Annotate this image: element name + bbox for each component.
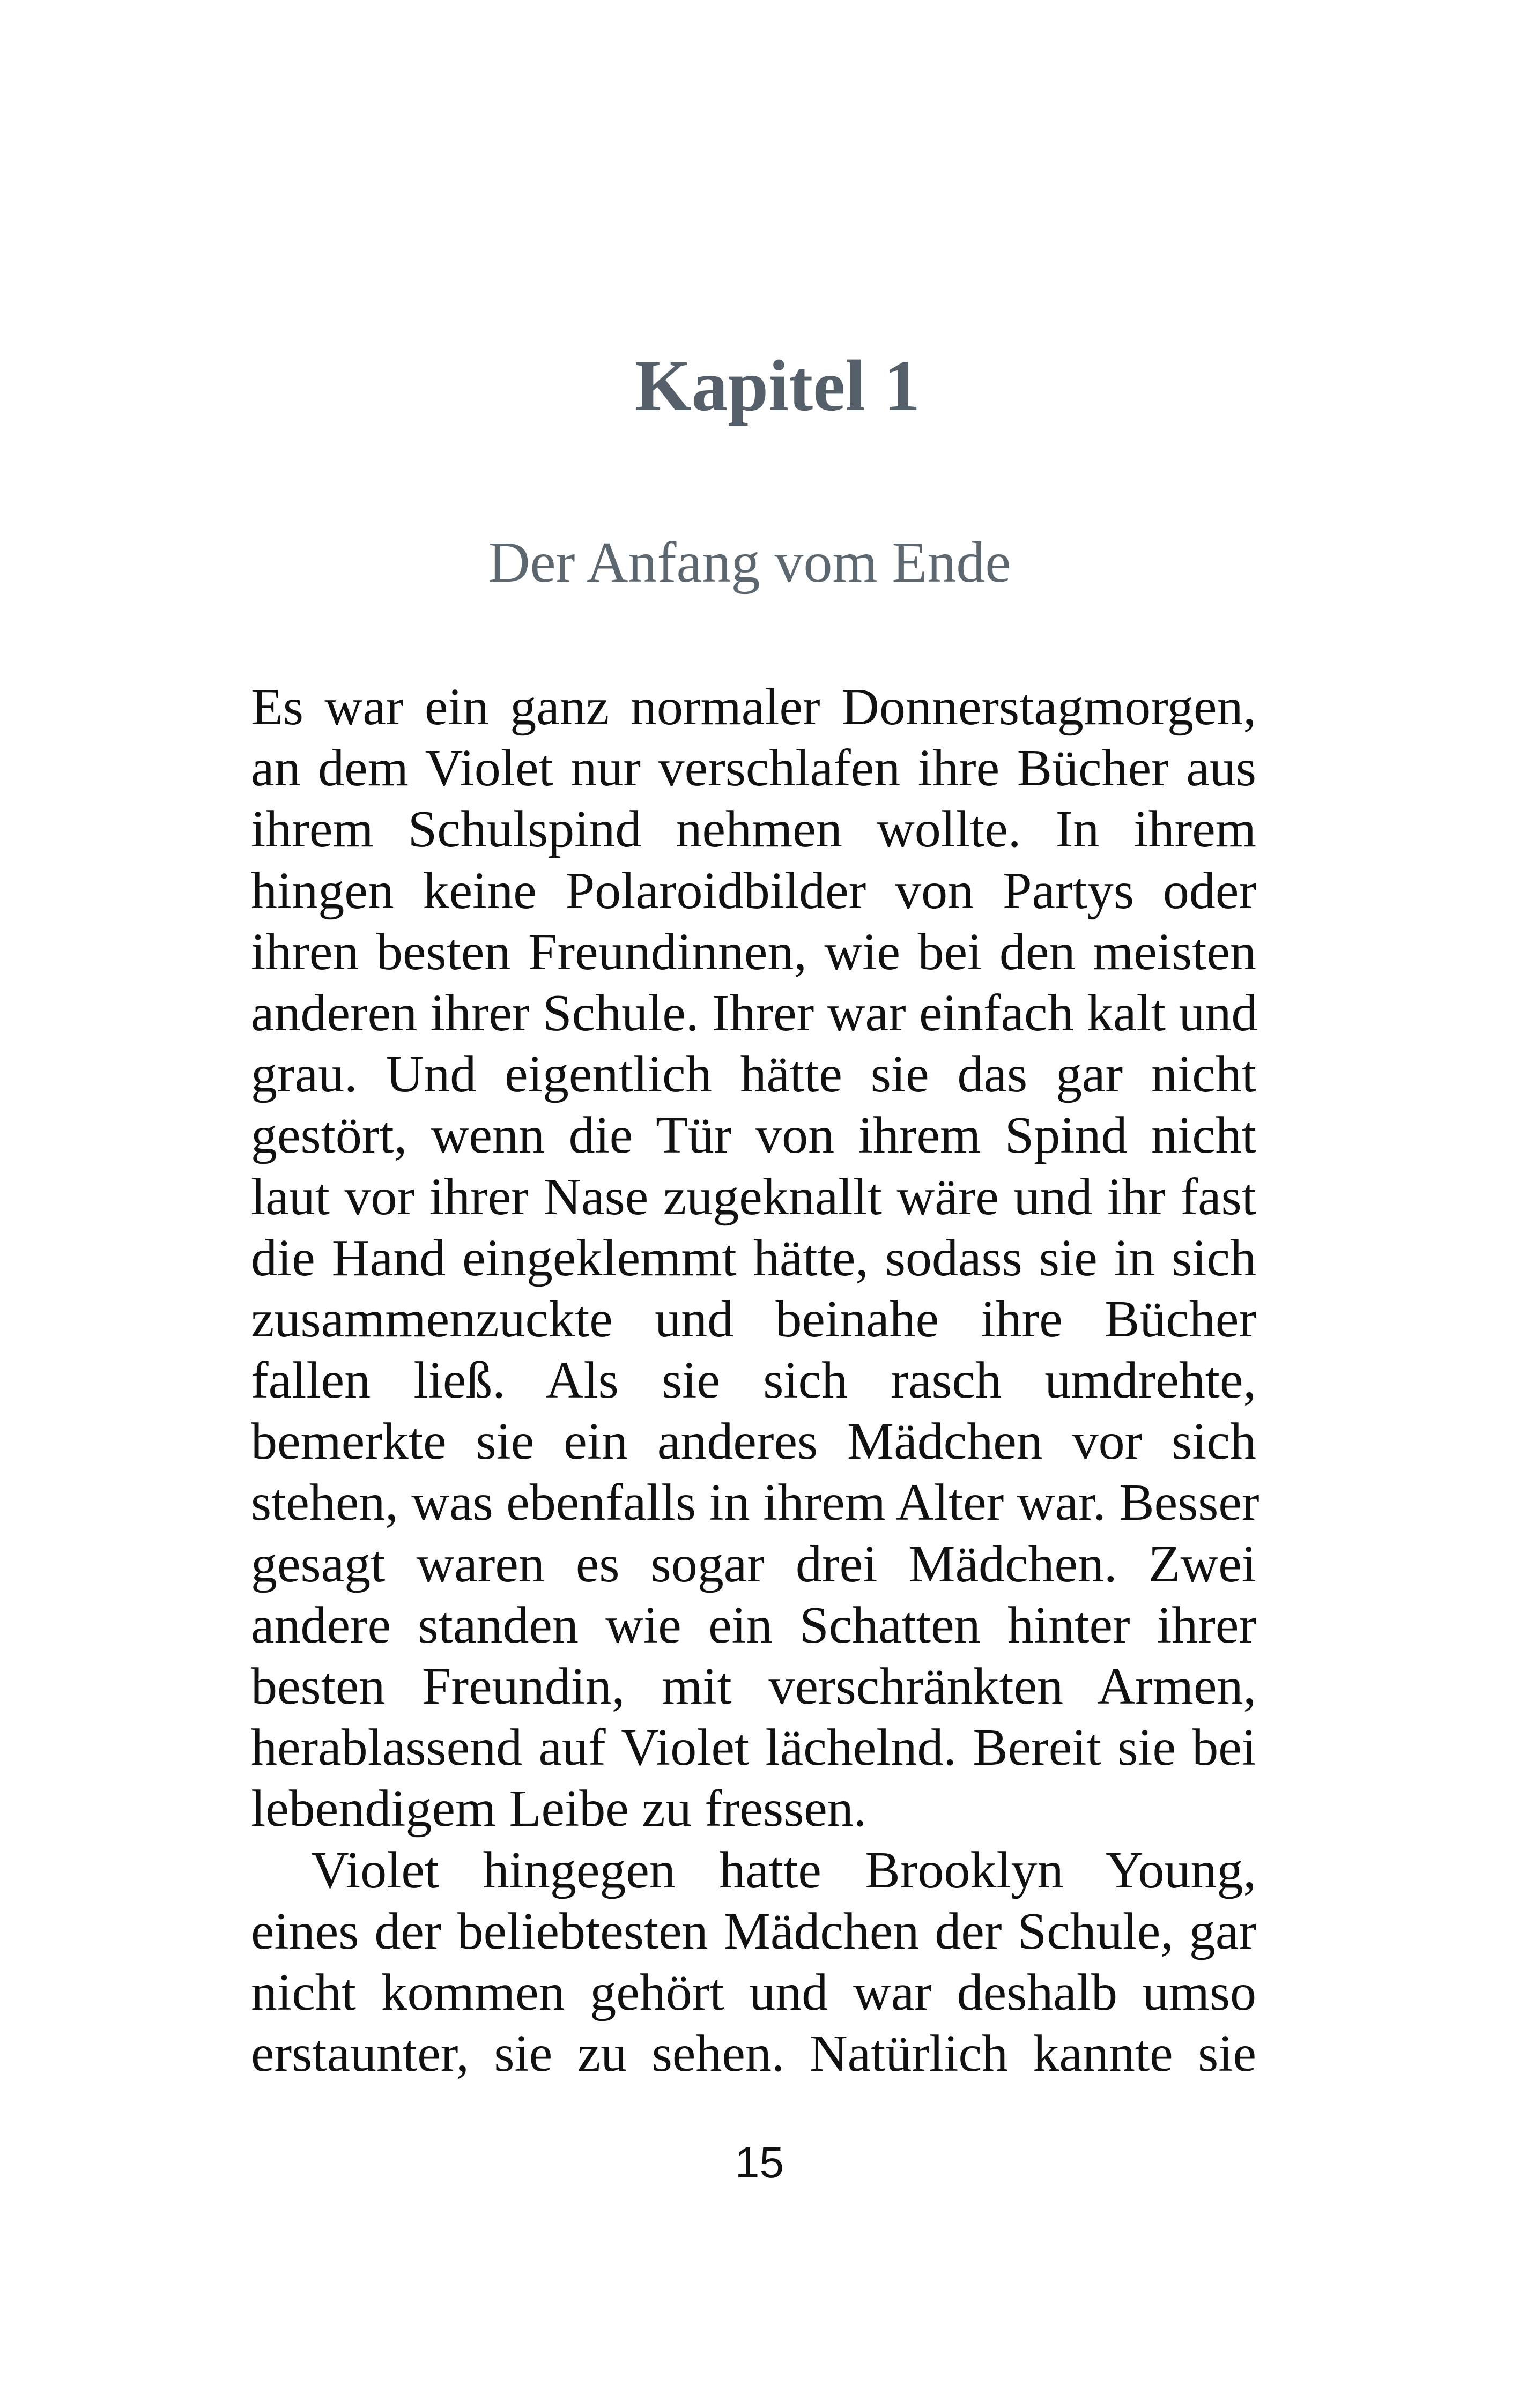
chapter-body bbox=[251, 677, 1259, 2084]
text-line: an dem Violet nur verschlafen ihre Bücher aus bbox=[251, 739, 1256, 798]
text-line: gestört, wenn die Tür von ihrem Spind nicht bbox=[251, 1106, 1256, 1165]
chapter-subtitle: Der Anfang vom Ende bbox=[488, 531, 1011, 594]
text-line: fallen ließ. Als sie sich rasch umdrehte, bbox=[251, 1351, 1256, 1410]
text-line: bemerkte sie ein anderes Mädchen vor sich bbox=[251, 1413, 1256, 1471]
text-line: Violet hingegen hatte Brooklyn Young, bbox=[311, 1841, 1256, 1899]
text-line: hingen keine Polaroidbilder von Partys oder bbox=[251, 861, 1256, 920]
paragraph-2 bbox=[251, 1840, 1256, 2085]
text-line: gesagt waren es sogar drei Mädchen. Zwei bbox=[251, 1535, 1256, 1593]
text-line: herablassend auf Violet lächelnd. Bereit sie bei bbox=[251, 1719, 1256, 1777]
text-line: erstaunter, sie zu sehen. Natürlich kannte sie bbox=[251, 2025, 1256, 2083]
text-line: eines der beliebtesten Mädchen der Schule, gar bbox=[251, 1902, 1256, 1960]
chapter-title: Kapitel 1 bbox=[634, 346, 921, 426]
text-line: ihrem Schulspind nehmen wollte. In ihrem bbox=[251, 800, 1256, 859]
text-line: stehen, was ebenfalls in ihrem Alter war. Besser bbox=[251, 1474, 1259, 1532]
text-line: laut vor ihrer Nase zugeknallt wäre und ihr fast bbox=[251, 1168, 1256, 1226]
text-line: anderen ihrer Schule. Ihrer war einfach kalt und bbox=[251, 984, 1258, 1042]
text-line: ihren besten Freundinnen, wie bei den meisten bbox=[251, 923, 1256, 981]
text-line: besten Freundin, mit verschränkten Armen, bbox=[251, 1658, 1256, 1715]
text-line: zusammenzuckte und beinahe ihre Bücher bbox=[251, 1290, 1256, 1348]
text-line: grau. Und eigentlich hätte sie das gar nicht bbox=[251, 1045, 1256, 1104]
text-line: andere standen wie ein Schatten hinter ihrer bbox=[251, 1596, 1256, 1654]
text-line: Es war ein ganz normaler Donnerstagmorgen, bbox=[251, 678, 1256, 736]
text-line: nicht kommen gehört und war deshalb umso bbox=[251, 1963, 1256, 2021]
paragraph-1 bbox=[251, 677, 1259, 1840]
text-line: die Hand eingeklemmt hätte, sodass sie in sich bbox=[251, 1229, 1256, 1287]
page-number: 15 bbox=[735, 2138, 784, 2187]
text-line: lebendigem Leibe zu fressen. bbox=[251, 1780, 867, 1838]
